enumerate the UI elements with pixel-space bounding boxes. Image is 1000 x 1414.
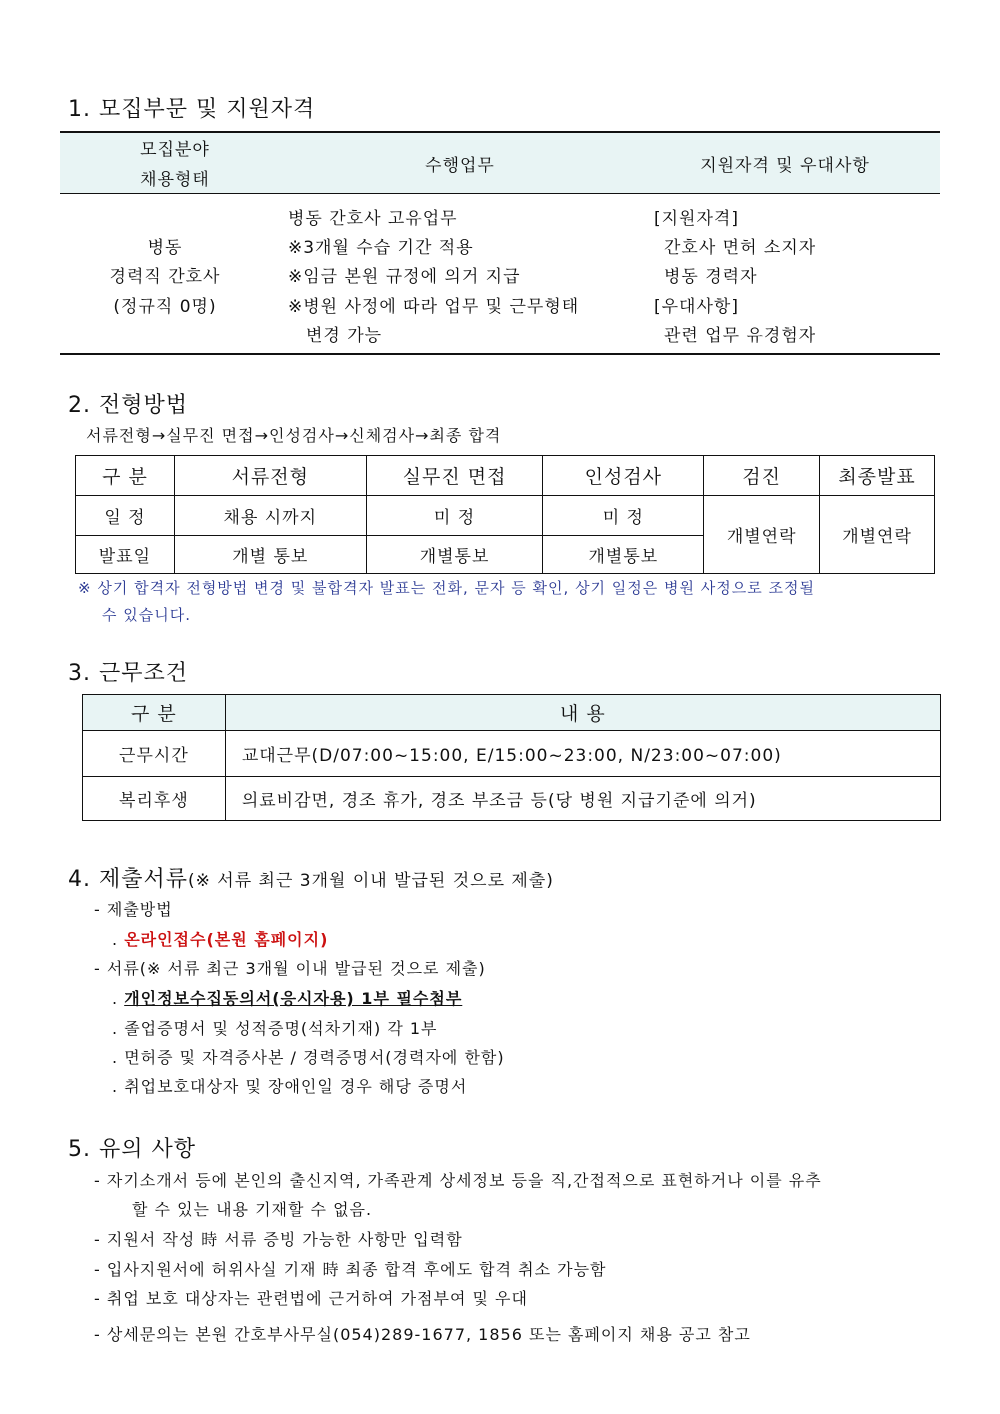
- qualification-line: 병동 경력자: [664, 267, 758, 287]
- document-item-required: [112, 986, 462, 1009]
- duty-line: 병동 간호사 고유업무: [288, 209, 458, 229]
- header-field: 모집분야: [140, 140, 210, 160]
- selection-schedule-table: [75, 455, 935, 574]
- document-item: [112, 1045, 505, 1068]
- section4-heading: [68, 862, 554, 893]
- table-cell: 개별통보: [366, 536, 543, 574]
- document-text: 취업보호대상자 및 장애인일 경우 해당 증명서: [124, 1077, 468, 1096]
- selection-note: ※ 상기 합격자 전형방법 변경 및 불합격자 발표는 전화, 문자 등 확인, 상기 일정은 병원 사정으로 조정될: [78, 579, 815, 597]
- required-consent-form: 개인정보수집동의서(응시자용) 1부 필수첨부: [124, 989, 463, 1008]
- selection-note-cont: 수 있습니다.: [102, 606, 191, 624]
- duty-line: ※병원 사정에 따라 업무 및 근무형태: [288, 297, 580, 317]
- col-header: 인성검사: [543, 456, 704, 496]
- documents-label: - 서류(※ 서류 최근 3개월 이내 발급된 것으로 제출): [94, 959, 486, 978]
- col-header: 최종발표: [820, 456, 935, 496]
- work-conditions-table: [82, 694, 941, 821]
- work-hours-value: 교대근무(D/07:00~15:00, E/15:00~23:00, N/23:00~07:00): [225, 731, 940, 777]
- section2-heading: 2. 전형방법: [68, 393, 188, 418]
- duty-line: ※3개월 수습 기간 적용: [288, 238, 474, 258]
- document-item: [112, 1074, 467, 1097]
- recruitment-table: [60, 131, 940, 356]
- table-cell: 채용 시까지: [174, 496, 366, 536]
- table-cell-merged: 개별연락: [820, 496, 935, 574]
- document-item: [112, 1016, 438, 1039]
- position-line: 병동: [147, 238, 183, 258]
- header-duties: 수행업무: [425, 156, 495, 176]
- duty-line: 변경 가능: [306, 326, 383, 346]
- bullet: .: [112, 1019, 119, 1038]
- header-type: 채용형태: [140, 170, 210, 190]
- contact-info: - 상세문의는 본원 간호부사무실(054)289-1677, 1856 또는 홈페이지 채용 공고 참고: [94, 1325, 751, 1344]
- col-header: 실무진 면접: [366, 456, 543, 496]
- col-header: 구 분: [76, 456, 175, 496]
- notice-item: - 지원서 작성 時 서류 증빙 가능한 사항만 입력함: [94, 1230, 463, 1249]
- section5-heading: 5. 유의 사항: [68, 1137, 196, 1162]
- qualification-line: 간호사 면허 소지자: [664, 238, 817, 258]
- bullet: .: [112, 930, 119, 949]
- submission-method-label: - 제출방법: [94, 900, 173, 919]
- document-text: 졸업증명서 및 성적증명(석차기재) 각 1부: [124, 1019, 438, 1038]
- table-cell: 개별통보: [543, 536, 704, 574]
- notice-item: - 입사지원서에 허위사실 기재 時 최종 합격 후에도 합격 취소 가능함: [94, 1260, 607, 1279]
- section1-heading: 1. 모집부문 및 지원자격: [68, 97, 316, 122]
- row-label-hours: 근무시간: [83, 731, 226, 777]
- bullet: .: [112, 1077, 119, 1096]
- table-cell-merged: 개별연락: [704, 496, 820, 574]
- table-cell: 미 정: [543, 496, 704, 536]
- submission-method-item: [112, 927, 328, 950]
- notice-item: - 자기소개서 등에 본인의 출신지역, 가족관계 상세정보 등을 직,간접적으로 표현하거나 이를 유추: [94, 1171, 822, 1190]
- notice-item: - 취업 보호 대상자는 관련법에 근거하여 가점부여 및 우대: [94, 1289, 528, 1308]
- position-line: (정규직 0명): [113, 297, 217, 317]
- qualification-line: 관련 업무 유경험자: [664, 326, 817, 346]
- col-header: 검진: [704, 456, 820, 496]
- qualification-line: [우대사항]: [654, 297, 739, 317]
- col-header: 서류전형: [174, 456, 366, 496]
- position-line: 경력직 간호사: [109, 267, 221, 287]
- header-qualifications: 지원자격 및 우대사항: [700, 156, 870, 176]
- notice-item-cont: 할 수 있는 내용 기재할 수 없음.: [132, 1200, 373, 1219]
- document-text: 면허증 및 자격증사본 / 경력증명서(경력자에 한함): [124, 1048, 505, 1067]
- row-label-announcement: 발표일: [76, 536, 175, 574]
- table-cell: 개별 통보: [174, 536, 366, 574]
- online-submission: 온라인접수(본원 홈페이지): [124, 930, 329, 949]
- col-header: 내 용: [225, 695, 940, 731]
- row-label-benefits: 복리후생: [83, 777, 226, 821]
- bullet: .: [112, 1048, 119, 1067]
- bullet: .: [112, 989, 119, 1008]
- section4-title: 4. 제출서류: [68, 867, 188, 892]
- section4-note: (※ 서류 최근 3개월 이내 발급된 것으로 제출): [188, 871, 554, 891]
- duty-line: ※임금 본원 규정에 의거 지급: [288, 267, 521, 287]
- selection-flow: 서류전형→실무진 면접→인성검사→신체검사→최종 합격: [86, 426, 502, 445]
- benefits-value: 의료비감면, 경조 휴가, 경조 부조금 등(당 병원 지급기준에 의거): [225, 777, 940, 821]
- row-label-schedule: 일 정: [76, 496, 175, 536]
- col-header: 구 분: [83, 695, 226, 731]
- table-cell: 미 정: [366, 496, 543, 536]
- qualification-line: [지원자격]: [654, 209, 739, 229]
- section3-heading: 3. 근무조건: [68, 661, 188, 686]
- table-bottom-rule: [60, 353, 940, 355]
